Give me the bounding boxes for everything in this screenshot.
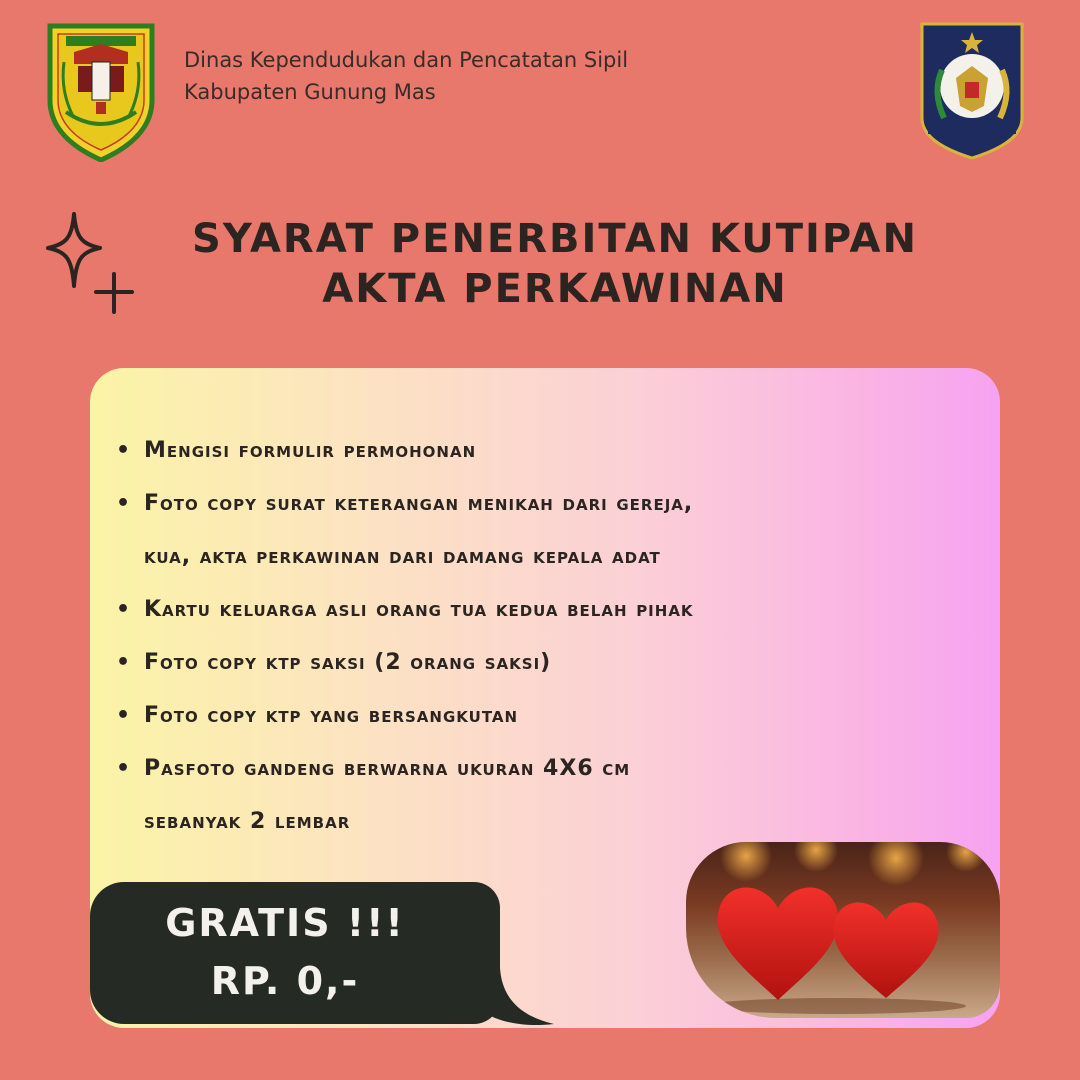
list-item — [116, 583, 976, 636]
hearts-image — [686, 842, 1000, 1018]
list-item — [116, 424, 976, 477]
kemendagri-logo — [918, 22, 1026, 160]
agency-name — [184, 44, 628, 108]
title-line1: SYARAT PENERBITAN KUTIPAN — [192, 216, 918, 262]
requirement-text: kua, akta perkawinan dari damang kepala adat — [144, 544, 661, 569]
gunung-mas-logo — [44, 22, 158, 162]
bullet: • — [116, 650, 132, 675]
agency-name-line2: Kabupaten Gunung Mas — [184, 80, 436, 104]
list-item-continuation — [116, 530, 976, 583]
requirement-text: sebanyak 2 lembar — [144, 809, 351, 834]
requirement-text: Foto copy ktp saksi (2 orang saksi) — [144, 650, 552, 675]
agency-name-line1: Dinas Kependudukan dan Pencatatan Sipil — [184, 48, 629, 72]
bullet: • — [116, 491, 132, 516]
requirement-text: Foto copy surat keterangan menikah dari gereja, — [144, 491, 694, 516]
bullet: • — [116, 703, 132, 728]
price-text — [110, 894, 460, 1010]
bullet: • — [116, 756, 132, 781]
requirement-text: Mengisi formulir permohonan — [144, 438, 477, 463]
list-item — [116, 742, 976, 795]
list-item — [116, 689, 976, 742]
price-value: RP. 0,- — [210, 959, 360, 1003]
requirements-list — [116, 424, 976, 848]
list-item-continuation — [116, 795, 976, 848]
bullet: • — [116, 438, 132, 463]
sparkle-icon — [44, 208, 136, 318]
title-line2: AKTA PERKAWINAN — [322, 266, 788, 312]
list-item — [116, 477, 976, 530]
bullet: • — [116, 597, 132, 622]
page-title — [160, 214, 950, 314]
requirement-text: Kartu keluarga asli orang tua kedua belah pihak — [144, 597, 694, 622]
price-label: GRATIS !!! — [165, 901, 405, 945]
requirement-text: Foto copy ktp yang bersangkutan — [144, 703, 519, 728]
speech-tail-icon — [480, 968, 560, 1028]
list-item — [116, 636, 976, 689]
requirement-text: Pasfoto gandeng berwarna ukuran 4X6 cm — [144, 756, 631, 781]
